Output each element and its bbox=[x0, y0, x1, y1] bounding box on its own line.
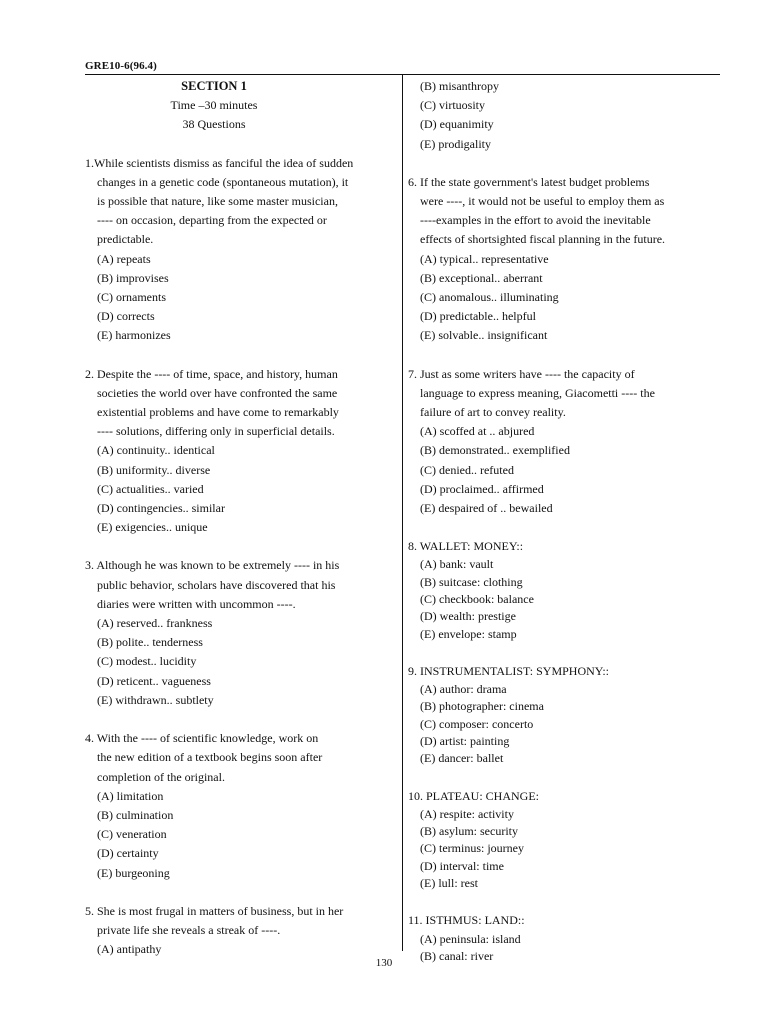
question-stem-line: private life she reveals a streak of ----. bbox=[97, 922, 281, 937]
section-header bbox=[85, 77, 343, 135]
answer-option: (A) continuity.. identical bbox=[97, 443, 215, 458]
answer-option: (D) certainty bbox=[97, 846, 159, 861]
spacer bbox=[85, 135, 390, 154]
question-7 bbox=[408, 365, 720, 519]
answer-option: (C) modest.. lucidity bbox=[97, 654, 197, 669]
question-10 bbox=[408, 787, 720, 893]
answer-option: (C) anomalous.. illuminating bbox=[420, 290, 559, 305]
question-3 bbox=[85, 556, 390, 710]
right-column bbox=[408, 77, 720, 965]
answer-option: (B) culmination bbox=[97, 807, 174, 822]
question-5 bbox=[85, 902, 390, 960]
question-stem-line: existential problems and have come to remarkably bbox=[97, 405, 339, 420]
question-stem-line: public behavior, scholars have discovered that his bbox=[97, 577, 336, 592]
question-stem-line: ---- on occasion, departing from the expected or bbox=[97, 213, 327, 228]
answer-option: (E) lull: rest bbox=[420, 876, 478, 891]
column-divider bbox=[402, 75, 403, 951]
answer-option: (E) prodigality bbox=[420, 136, 491, 151]
answer-option: (C) virtuosity bbox=[420, 98, 485, 113]
answer-option: (A) author: drama bbox=[420, 682, 507, 697]
question-stem-line: completion of the original. bbox=[97, 769, 225, 784]
spacer bbox=[85, 537, 390, 556]
question-stem-line: changes in a genetic code (spontaneous mutation), it bbox=[97, 174, 349, 189]
question-stem-line: 3. Although he was known to be extremely ---- in his bbox=[85, 558, 340, 573]
answer-option: (C) actualities.. varied bbox=[97, 481, 204, 496]
answer-option: (D) proclaimed.. affirmed bbox=[420, 481, 544, 496]
answer-option: (B) misanthropy bbox=[420, 79, 499, 93]
answer-option: (D) interval: time bbox=[420, 858, 504, 873]
question-stem-line: 7. Just as some writers have ---- the capacity of bbox=[408, 366, 635, 381]
question-stem-line: the new edition of a textbook begins soon after bbox=[97, 750, 323, 765]
answer-option: (B) exceptional.. aberrant bbox=[420, 270, 543, 285]
answer-option: (A) repeats bbox=[97, 251, 151, 266]
answer-option: (E) despaired of .. bewailed bbox=[420, 501, 553, 516]
answer-option: (C) checkbook: balance bbox=[420, 592, 534, 607]
question-stem-line: effects of shortsighted fiscal planning in the future. bbox=[420, 232, 666, 247]
spacer bbox=[408, 518, 720, 537]
question-stem-line: 10. PLATEAU: CHANGE: bbox=[408, 788, 539, 803]
answer-option: (D) contingencies.. similar bbox=[97, 501, 225, 516]
question-stem-line: predictable. bbox=[97, 232, 154, 247]
spacer bbox=[408, 346, 720, 365]
answer-option: (C) terminus: journey bbox=[420, 841, 524, 856]
question-stem-line: 9. INSTRUMENTALIST: SYMPHONY:: bbox=[408, 663, 610, 678]
answer-option: (A) antipathy bbox=[97, 942, 162, 957]
spacer bbox=[85, 883, 390, 902]
answer-option: (D) equanimity bbox=[420, 117, 494, 132]
answer-option: (D) artist: painting bbox=[420, 734, 510, 749]
spacer bbox=[85, 710, 390, 729]
answer-option: (A) scoffed at .. abjured bbox=[420, 424, 535, 439]
question-stem-line: 6. If the state government's latest budget problems bbox=[408, 174, 650, 189]
section-title: SECTION 1 bbox=[181, 79, 247, 93]
answer-option: (E) exigencies.. unique bbox=[97, 520, 208, 535]
answer-option: (E) withdrawn.. subtlety bbox=[97, 692, 214, 707]
question-stem-line: 2. Despite the ---- of time, space, and history, human bbox=[85, 366, 338, 381]
answer-option: (C) ornaments bbox=[97, 290, 166, 305]
question-1 bbox=[85, 154, 390, 346]
answer-option: (E) dancer: ballet bbox=[420, 751, 504, 766]
question-stem-line: ---- solutions, differing only in superficial details. bbox=[97, 424, 335, 439]
question-stem-line: 1.While scientists dismiss as fanciful the idea of sudden bbox=[85, 155, 354, 170]
question-8 bbox=[408, 537, 720, 643]
spacer bbox=[408, 892, 720, 911]
answer-option: (E) harmonizes bbox=[97, 328, 171, 343]
answer-option: (D) wealth: prestige bbox=[420, 609, 516, 624]
question-stem-line: ----examples in the effort to avoid the inevitable bbox=[420, 213, 651, 228]
question-stem-line: diaries were written with uncommon ----. bbox=[97, 596, 296, 611]
answer-option: (C) denied.. refuted bbox=[420, 462, 514, 477]
answer-option: (B) asylum: security bbox=[420, 824, 518, 839]
question-stem-line: 11. ISTHMUS: LAND:: bbox=[408, 913, 525, 928]
answer-option: (A) typical.. representative bbox=[420, 251, 549, 266]
answer-option: (A) reserved.. frankness bbox=[97, 616, 213, 631]
question-stem-line: failure of art to convey reality. bbox=[420, 405, 566, 420]
question-4 bbox=[85, 729, 390, 883]
answer-option: (E) solvable.. insignificant bbox=[420, 328, 548, 343]
answer-option: (D) corrects bbox=[97, 309, 155, 324]
answer-option: (E) envelope: stamp bbox=[420, 626, 517, 641]
answer-option: (B) polite.. tenderness bbox=[97, 635, 203, 650]
answer-option: (D) reticent.. vagueness bbox=[97, 673, 211, 688]
question-5-continued bbox=[408, 77, 720, 154]
section-time: Time –30 minutes bbox=[170, 98, 258, 113]
answer-option: (B) improvises bbox=[97, 270, 169, 285]
answer-option: (A) bank: vault bbox=[420, 557, 494, 572]
spacer bbox=[85, 346, 390, 365]
section-question-count: 38 Questions bbox=[182, 117, 246, 132]
answer-option: (B) photographer: cinema bbox=[420, 699, 544, 714]
question-stem-line: 8. WALLET: MONEY:: bbox=[408, 539, 524, 554]
answer-option: (B) demonstrated.. exemplified bbox=[420, 443, 570, 458]
question-2 bbox=[85, 365, 390, 538]
answer-option: (B) uniformity.. diverse bbox=[97, 462, 211, 477]
question-stem-line: is possible that nature, like some master musician, bbox=[97, 194, 338, 209]
question-stem-line: language to express meaning, Giacometti ---- the bbox=[420, 385, 655, 400]
spacer bbox=[408, 643, 720, 662]
question-stem-line: 4. With the ---- of scientific knowledge, work on bbox=[85, 731, 319, 746]
question-stem-line: 5. She is most frugal in matters of business, but in her bbox=[85, 903, 344, 918]
answer-option: (E) burgeoning bbox=[97, 865, 170, 880]
answer-option: (B) suitcase: clothing bbox=[420, 574, 523, 589]
question-6 bbox=[408, 173, 720, 346]
answer-option: (C) composer: concerto bbox=[420, 716, 534, 731]
spacer bbox=[408, 154, 720, 173]
page-number: 130 bbox=[375, 957, 393, 969]
answer-option: (A) limitation bbox=[97, 788, 164, 803]
question-9 bbox=[408, 662, 720, 768]
question-stem-line: were ----, it would not be useful to employ them as bbox=[420, 194, 665, 209]
left-column bbox=[85, 77, 390, 959]
answer-option: (A) peninsula: island bbox=[420, 931, 521, 946]
question-stem-line: societies the world over have confronted the same bbox=[97, 385, 338, 400]
document-code: GRE10-6(96.4) bbox=[85, 60, 157, 72]
answer-option: (C) veneration bbox=[97, 827, 167, 842]
answer-option: (D) predictable.. helpful bbox=[420, 309, 536, 324]
spacer bbox=[408, 768, 720, 787]
answer-option: (A) respite: activity bbox=[420, 806, 514, 821]
answer-option: (B) canal: river bbox=[420, 948, 494, 963]
